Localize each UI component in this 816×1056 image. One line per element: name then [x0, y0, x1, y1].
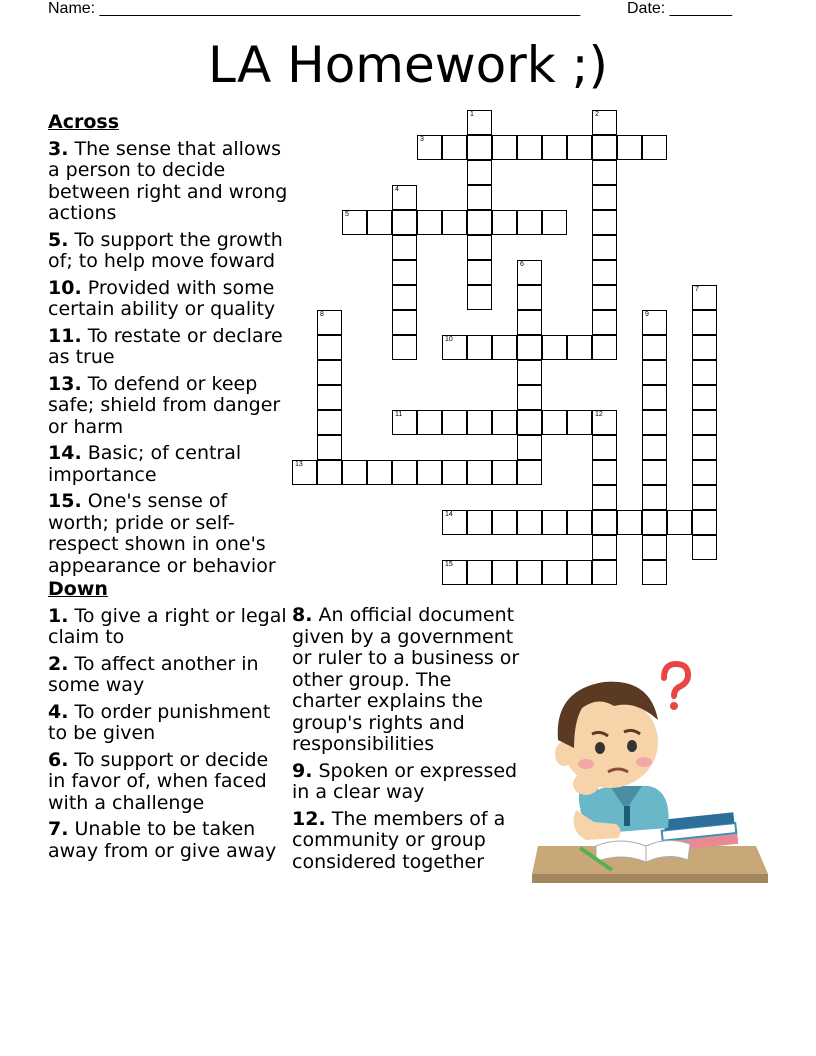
down-clue	[48, 606, 288, 649]
grid-cell[interactable]	[492, 410, 517, 435]
grid-cell[interactable]	[467, 210, 492, 235]
clue-text: Unable to be taken away from or give away	[48, 818, 277, 862]
grid-cell[interactable]	[542, 335, 567, 360]
grid-cell[interactable]	[467, 460, 492, 485]
grid-cell[interactable]	[492, 210, 517, 235]
down-clue	[48, 654, 288, 697]
grid-cell[interactable]	[592, 160, 617, 185]
clue-number: 10.	[48, 276, 82, 299]
grid-cell[interactable]	[292, 460, 317, 485]
grid-cell[interactable]	[392, 310, 417, 335]
grid-cell[interactable]	[392, 210, 417, 235]
grid-cell[interactable]	[517, 310, 542, 335]
grid-cell[interactable]	[592, 235, 617, 260]
grid-clue-number: 15	[445, 561, 453, 568]
date-field-label: Date: _______	[627, 0, 732, 17]
grid-clue-number: 9	[645, 311, 649, 318]
grid-cell[interactable]	[367, 210, 392, 235]
grid-cell[interactable]	[642, 335, 667, 360]
grid-cell[interactable]	[342, 210, 367, 235]
down-clue-list-continued	[292, 605, 524, 873]
grid-cell[interactable]	[642, 360, 667, 385]
grid-cell[interactable]	[692, 510, 717, 535]
down-heading: Down	[48, 578, 108, 600]
clue-text: To give a right or legal claim to	[48, 604, 287, 648]
grid-cell[interactable]	[492, 510, 517, 535]
grid-cell[interactable]	[517, 135, 542, 160]
grid-cell[interactable]	[442, 210, 467, 235]
grid-cell[interactable]	[692, 385, 717, 410]
clue-text: The members of a community or group considered together	[292, 807, 506, 873]
across-clue	[48, 139, 288, 225]
grid-cell[interactable]	[467, 185, 492, 210]
clue-number: 14.	[48, 442, 82, 464]
down-clue	[292, 761, 524, 804]
grid-cell[interactable]	[642, 385, 667, 410]
down-clue	[48, 702, 288, 745]
grid-cell[interactable]	[467, 410, 492, 435]
grid-cell[interactable]	[592, 310, 617, 335]
grid-cell[interactable]	[642, 310, 667, 335]
grid-cell[interactable]	[642, 535, 667, 560]
clue-number: 12.	[292, 807, 326, 830]
clues-left-column	[48, 112, 288, 862]
desk-edge	[532, 874, 768, 883]
grid-cell[interactable]	[692, 285, 717, 310]
clue-number: 9.	[292, 759, 313, 782]
grid-cell[interactable]	[642, 435, 667, 460]
grid-cell[interactable]	[592, 435, 617, 460]
grid-cell[interactable]	[317, 385, 342, 410]
grid-cell[interactable]	[467, 285, 492, 310]
grid-cell[interactable]	[317, 335, 342, 360]
clue-number: 6.	[48, 748, 69, 771]
grid-cell[interactable]	[467, 160, 492, 185]
grid-cell[interactable]	[692, 360, 717, 385]
grid-cell[interactable]	[442, 560, 467, 585]
down-clue-list	[48, 606, 288, 863]
grid-cell[interactable]	[517, 360, 542, 385]
grid-cell[interactable]	[442, 335, 467, 360]
grid-cell[interactable]	[692, 435, 717, 460]
grid-cell[interactable]	[617, 135, 642, 160]
clue-text: To support the growth of; to help move foward	[48, 228, 283, 272]
clue-text: To restate or declare as true	[48, 324, 283, 368]
grid-cell[interactable]	[517, 460, 542, 485]
grid-cell[interactable]	[317, 360, 342, 385]
grid-cell[interactable]	[542, 135, 567, 160]
thinking-student-illustration	[528, 660, 772, 890]
grid-cell[interactable]	[592, 410, 617, 435]
grid-cell[interactable]	[342, 460, 367, 485]
grid-cell[interactable]	[392, 260, 417, 285]
grid-cell[interactable]	[517, 260, 542, 285]
down-clue	[48, 819, 288, 862]
grid-cell[interactable]	[592, 135, 617, 160]
across-clue	[48, 491, 288, 577]
grid-cell[interactable]	[592, 535, 617, 560]
grid-clue-number: 11	[395, 411, 403, 418]
grid-clue-number: 7	[695, 286, 699, 293]
clue-text: To order punishment to be given	[48, 700, 271, 744]
grid-cell[interactable]	[642, 510, 667, 535]
grid-cell[interactable]	[642, 135, 667, 160]
grid-cell[interactable]	[492, 460, 517, 485]
grid-cell[interactable]	[417, 410, 442, 435]
grid-cell[interactable]	[442, 460, 467, 485]
grid-clue-number: 1	[470, 111, 474, 118]
grid-cell[interactable]	[542, 560, 567, 585]
grid-cell[interactable]	[492, 560, 517, 585]
across-clue-list	[48, 139, 288, 578]
grid-cell[interactable]	[517, 335, 542, 360]
page-title: LA Homework ;)	[208, 36, 608, 94]
grid-cell[interactable]	[642, 485, 667, 510]
name-field-label: Name: ______________________________________________________	[48, 0, 581, 17]
down-clue	[292, 809, 524, 874]
clue-number: 2.	[48, 652, 69, 675]
grid-cell[interactable]	[467, 260, 492, 285]
grid-clue-number: 6	[520, 261, 524, 268]
grid-clue-number: 13	[295, 461, 303, 468]
grid-cell[interactable]	[592, 260, 617, 285]
grid-cell[interactable]	[492, 335, 517, 360]
grid-cell[interactable]	[692, 335, 717, 360]
grid-cell[interactable]	[592, 335, 617, 360]
grid-cell[interactable]	[542, 510, 567, 535]
grid-cell[interactable]	[692, 410, 717, 435]
question-mark-icon	[664, 664, 688, 696]
grid-cell[interactable]	[592, 560, 617, 585]
grid-clue-number: 8	[320, 311, 324, 318]
grid-cell[interactable]	[642, 560, 667, 585]
grid-cell[interactable]	[442, 510, 467, 535]
clue-text: Basic; of central importance	[48, 442, 242, 486]
clue-number: 8.	[292, 604, 313, 626]
grid-cell[interactable]	[567, 335, 592, 360]
grid-cell[interactable]	[592, 510, 617, 535]
grid-cell[interactable]	[417, 135, 442, 160]
clue-number: 1.	[48, 604, 69, 627]
grid-cell[interactable]	[642, 460, 667, 485]
grid-cell[interactable]	[517, 435, 542, 460]
clue-text: To support or decide in favor of, when faced with a challenge	[48, 748, 269, 814]
grid-cell[interactable]	[592, 185, 617, 210]
grid-cell[interactable]	[392, 335, 417, 360]
grid-cell[interactable]	[592, 110, 617, 135]
grid-cell[interactable]	[392, 460, 417, 485]
clue-text: To defend or keep safe; shield from danger or harm	[48, 372, 281, 438]
grid-clue-number: 14	[445, 511, 453, 518]
grid-clue-number: 2	[595, 111, 599, 118]
grid-cell[interactable]	[692, 460, 717, 485]
grid-cell[interactable]	[442, 410, 467, 435]
grid-cell[interactable]	[492, 135, 517, 160]
grid-cell[interactable]	[467, 235, 492, 260]
grid-cell[interactable]	[592, 285, 617, 310]
grid-cell[interactable]	[392, 185, 417, 210]
across-heading: Across	[48, 111, 120, 133]
down-clue	[292, 605, 524, 756]
clue-text: Provided with some certain ability or quality	[48, 276, 276, 320]
grid-cell[interactable]	[442, 135, 467, 160]
grid-cell[interactable]	[417, 210, 442, 235]
clues-right-column	[292, 600, 524, 873]
grid-cell[interactable]	[567, 510, 592, 535]
clue-number: 5.	[48, 228, 69, 251]
grid-cell[interactable]	[567, 135, 592, 160]
grid-cell[interactable]	[542, 210, 567, 235]
grid-cell[interactable]	[467, 560, 492, 585]
grid-cell[interactable]	[467, 110, 492, 135]
grid-cell[interactable]	[467, 510, 492, 535]
grid-cell[interactable]	[642, 410, 667, 435]
grid-cell[interactable]	[517, 210, 542, 235]
clue-text: The sense that allows a person to decide between right and wrong actions	[48, 137, 288, 224]
clue-text: An official document given by a government or ruler to a business or other group. The charter explains the group's rights and responsibilities	[292, 604, 520, 755]
across-clue	[48, 230, 288, 273]
grid-cell[interactable]	[467, 335, 492, 360]
grid-clue-number: 4	[395, 186, 399, 193]
grid-cell[interactable]	[517, 385, 542, 410]
grid-cell[interactable]	[317, 310, 342, 335]
grid-cell[interactable]	[392, 285, 417, 310]
clue-text: To affect another in some way	[48, 652, 259, 696]
clue-text: Spoken or expressed in a clear way	[292, 759, 518, 803]
grid-cell[interactable]	[692, 485, 717, 510]
grid-cell[interactable]	[517, 510, 542, 535]
grid-clue-number: 10	[445, 336, 453, 343]
across-clue	[48, 278, 288, 321]
clue-number: 15.	[48, 490, 82, 512]
grid-cell[interactable]	[367, 460, 392, 485]
grid-cell[interactable]	[567, 410, 592, 435]
grid-cell[interactable]	[617, 510, 642, 535]
grid-clue-number: 12	[595, 411, 603, 418]
clue-number: 11.	[48, 324, 82, 347]
grid-cell[interactable]	[592, 210, 617, 235]
grid-cell[interactable]	[392, 410, 417, 435]
grid-cell[interactable]	[517, 410, 542, 435]
across-clue	[48, 326, 288, 369]
down-clue	[48, 750, 288, 815]
grid-cell[interactable]	[517, 285, 542, 310]
grid-cell[interactable]	[542, 410, 567, 435]
grid-cell[interactable]	[667, 510, 692, 535]
grid-cell[interactable]	[392, 235, 417, 260]
across-clue	[48, 443, 288, 486]
grid-cell[interactable]	[567, 560, 592, 585]
clue-text: One's sense of worth; pride or self-respect shown in one's appearance or behavior	[48, 490, 276, 577]
grid-cell[interactable]	[317, 435, 342, 460]
clue-number: 7.	[48, 818, 69, 840]
grid-cell[interactable]	[417, 460, 442, 485]
grid-cell[interactable]	[592, 485, 617, 510]
grid-cell[interactable]	[692, 535, 717, 560]
grid-clue-number: 3	[420, 136, 424, 143]
grid-clue-number: 5	[345, 211, 349, 218]
clue-number: 4.	[48, 700, 69, 723]
grid-cell[interactable]	[692, 310, 717, 335]
grid-cell[interactable]	[467, 135, 492, 160]
across-clue	[48, 374, 288, 439]
grid-cell[interactable]	[317, 460, 342, 485]
grid-cell[interactable]	[517, 560, 542, 585]
grid-cell[interactable]	[592, 460, 617, 485]
clue-number: 3.	[48, 137, 69, 160]
grid-cell[interactable]	[317, 410, 342, 435]
clue-number: 13.	[48, 372, 82, 395]
